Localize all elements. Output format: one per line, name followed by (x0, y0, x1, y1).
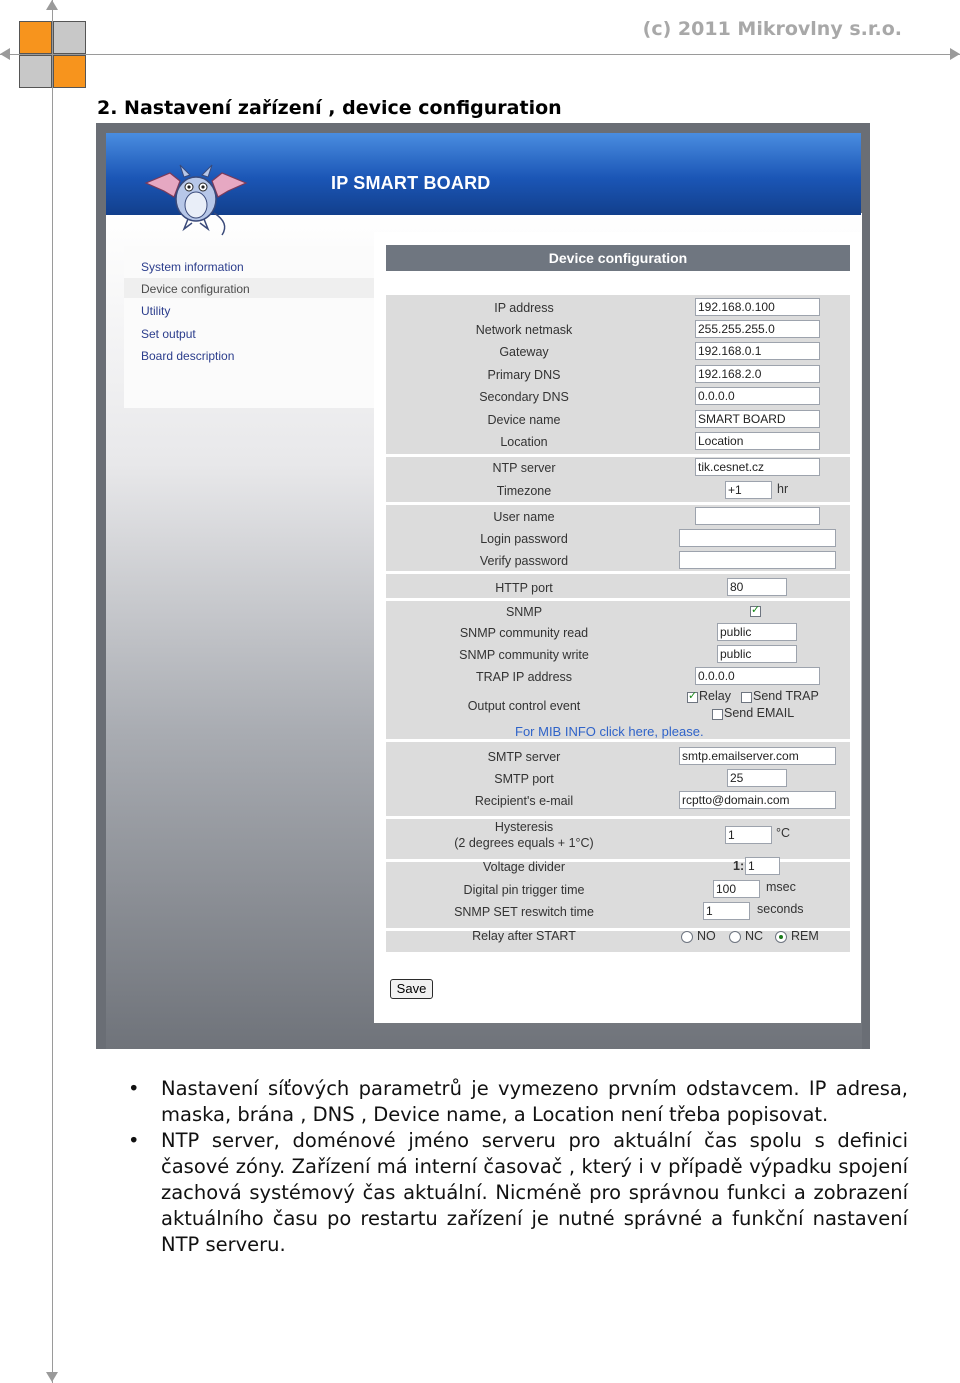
bullet-list (128, 1076, 908, 1258)
ip-address-label: IP address (494, 301, 554, 315)
device-name-input[interactable]: SMART BOARD (695, 410, 820, 428)
arrow-right-icon (950, 48, 960, 60)
snmp-write-input[interactable]: public (717, 645, 797, 663)
login-password-input[interactable] (679, 529, 836, 547)
pin-trigger-unit: msec (766, 880, 796, 894)
hysteresis-unit: °C (776, 826, 791, 840)
send-trap-label: Send TRAP (753, 689, 819, 703)
user-name-label: User name (493, 510, 555, 524)
gateway-input[interactable]: 192.168.0.1 (695, 342, 820, 360)
snmp-reswitch-input[interactable]: 1 (703, 902, 750, 920)
bullet-text: NTP server, doménové jméno serveru pro aktuální čas spolu s definici časové zóny. Zařízení má interní časovač , který i v případě výpadku spojení zachová systémový čas aktuální. Nicméně pro správnou funkci a zobrazení aktuálního času po restartu zařízení je nutné správné a funkční nastavení NTP serveru. (161, 1129, 908, 1256)
arrow-up-icon (46, 0, 58, 10)
pin-trigger-label: Digital pin trigger time (463, 883, 585, 897)
hysteresis-label: Hysteresis (494, 820, 554, 834)
ip-address-input[interactable]: 192.168.0.100 (695, 298, 820, 316)
trap-ip-label: TRAP IP address (475, 670, 573, 684)
radio-rem[interactable] (775, 931, 787, 943)
bat-mascot-icon (144, 153, 248, 237)
ntp-server-label: NTP server (492, 461, 556, 475)
http-port-input[interactable]: 80 (727, 578, 787, 596)
verify-password-input[interactable] (679, 551, 836, 569)
bullet-dot-icon: • (128, 1077, 140, 1100)
mib-info-link[interactable]: For MIB INFO click here, please. (515, 724, 704, 739)
ntp-server-input[interactable]: tik.cesnet.cz (695, 458, 820, 476)
send-trap-checkbox[interactable] (741, 692, 752, 703)
radio-no[interactable] (681, 931, 693, 943)
location-label: Location (500, 435, 548, 449)
secondary-dns-input[interactable]: 0.0.0.0 (695, 387, 820, 405)
radio-rem-label: REM (791, 929, 819, 943)
smtp-port-label: SMTP port (494, 772, 554, 786)
bullet-item (128, 1076, 908, 1128)
user-name-input[interactable] (695, 507, 820, 525)
snmp-write-label: SNMP community write (459, 648, 589, 662)
menu-item-device-configuration[interactable]: Device configuration (141, 282, 250, 296)
logo-square-orange (53, 55, 86, 88)
timezone-label: Timezone (496, 484, 552, 498)
snmp-checkbox[interactable] (750, 606, 761, 617)
netmask-label: Network netmask (475, 323, 573, 337)
output-event-label: Output control event (467, 699, 581, 713)
device-ui-screenshot (96, 123, 870, 1049)
snmp-reswitch-label: SNMP SET reswitch time (454, 905, 594, 919)
margin-vertical-line (52, 0, 53, 1383)
voltage-divider-label: Voltage divider (482, 860, 565, 874)
relay-after-start-label: Relay after START (472, 929, 576, 943)
snmp-label: SNMP (505, 605, 543, 619)
timezone-input[interactable]: +1 (725, 481, 772, 499)
margin-horizontal-line (0, 54, 960, 55)
gateway-label: Gateway (499, 345, 549, 359)
arrow-left-icon (0, 48, 10, 60)
bullet-dot-icon: • (128, 1129, 140, 1152)
smtp-port-input[interactable]: 25 (727, 769, 787, 787)
menu-item-set-output[interactable]: Set output (141, 327, 196, 341)
radio-nc[interactable] (729, 931, 741, 943)
recipient-label: Recipient's e-mail (474, 794, 574, 808)
smtp-server-input[interactable]: smtp.emailserver.com (679, 747, 836, 765)
section-title: 2. Nastavení zařízení , device configuration (97, 97, 562, 119)
relay-checkbox[interactable] (687, 692, 698, 703)
send-email-label: Send EMAIL (724, 706, 795, 720)
recipient-input[interactable]: rcptto@domain.com (679, 791, 836, 809)
bullet-item (128, 1128, 908, 1258)
bullet-text: Nastavení síťových parametrů je vymezeno prvním odstavcem. IP adresa, maska, brána , DNS , Device name, a Location není třeba popisovat. (161, 1077, 908, 1126)
primary-dns-input[interactable]: 192.168.2.0 (695, 365, 820, 383)
logo-square-orange (19, 21, 52, 54)
verify-password-label: Verify password (479, 554, 569, 568)
radio-no-label: NO (697, 929, 716, 943)
snmp-read-label: SNMP community read (459, 626, 589, 640)
secondary-dns-label: Secondary DNS (479, 390, 569, 404)
netmask-input[interactable]: 255.255.255.0 (695, 320, 820, 338)
menu-item-board-description[interactable]: Board description (141, 349, 235, 363)
header-copyright: (c) 2011 Mikrovlny s.r.o. (642, 18, 902, 40)
location-input[interactable]: Location (695, 432, 820, 450)
smtp-server-label: SMTP server (487, 750, 561, 764)
app-title: IP SMART BOARD (331, 173, 491, 193)
snmp-reswitch-unit: seconds (757, 902, 804, 916)
panel-title: Device configuration (386, 245, 850, 271)
logo-square-gray (53, 21, 86, 54)
hysteresis-input[interactable]: 1 (725, 826, 772, 844)
arrow-down-icon (46, 1372, 58, 1382)
sidebar-menu (124, 246, 374, 408)
save-button[interactable]: Save (390, 979, 433, 999)
http-port-label: HTTP port (495, 581, 553, 595)
trap-ip-input[interactable]: 0.0.0.0 (695, 667, 820, 685)
menu-item-utility[interactable]: Utility (141, 304, 171, 318)
radio-nc-label: NC (745, 929, 764, 943)
pin-trigger-input[interactable]: 100 (713, 880, 760, 898)
menu-item-system-information[interactable]: System information (141, 260, 244, 274)
snmp-read-input[interactable]: public (717, 623, 797, 641)
hysteresis-sublabel: (2 degrees equals + 1°C) (454, 836, 594, 850)
send-email-checkbox[interactable] (712, 709, 723, 720)
primary-dns-label: Primary DNS (487, 368, 561, 382)
timezone-unit: hr (777, 482, 789, 496)
voltage-divider-prefix: 1: (733, 859, 745, 873)
login-password-label: Login password (480, 532, 568, 546)
voltage-divider-input[interactable]: 1 (745, 857, 780, 875)
config-panel (374, 232, 861, 1023)
device-name-label: Device name (487, 413, 561, 427)
logo-square-gray (19, 55, 52, 88)
relay-option-label: Relay (699, 689, 731, 703)
